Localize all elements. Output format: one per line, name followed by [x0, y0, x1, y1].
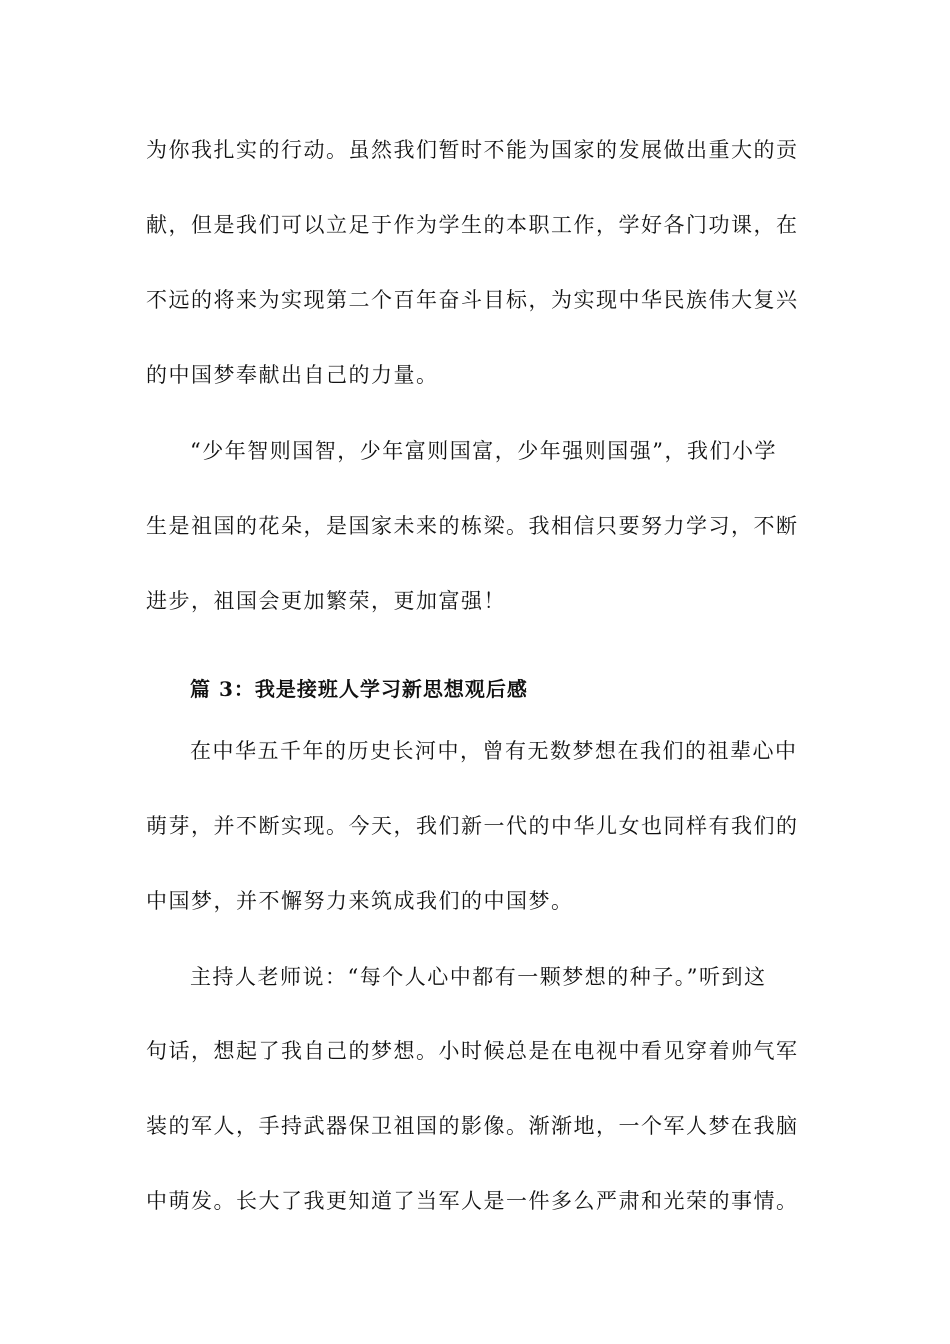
paragraph-line: 进步，祖国会更加繁荣，更加富强！ — [146, 589, 506, 613]
paragraph-line: 献，但是我们可以立足于作为学生的本职工作，学好各门功课，在 — [146, 213, 799, 237]
paragraph-line: 生是祖国的花朵，是国家未来的栋梁。我相信只要努力学习，不断 — [146, 514, 799, 538]
paragraph-line: 主持人老师说：“每个人心中都有一颗梦想的种子。”听到这 — [190, 965, 767, 989]
paragraph-line: 句话，想起了我自己的梦想。小时候总是在电视中看见穿着帅气军 — [146, 1039, 799, 1063]
paragraph-line: 为你我扎实的行动。虽然我们暂时不能为国家的发展做出重大的贡 — [146, 138, 799, 162]
paragraph-line: 装的军人，手持武器保卫祖国的影像。渐渐地，一个军人梦在我脑 — [146, 1114, 799, 1138]
paragraph-line: 在中华五千年的历史长河中，曾有无数梦想在我们的祖辈心中 — [190, 739, 798, 763]
paragraph-line: 中萌发。长大了我更知道了当军人是一件多么严肃和光荣的事情。 — [146, 1189, 799, 1213]
paragraph-line: 萌芽，并不断实现。今天，我们新一代的中华儿女也同样有我们的 — [146, 814, 799, 838]
paragraph-line: “少年智则国智，少年富则国富，少年强则国强”，我们小学 — [190, 439, 777, 463]
paragraph-line: 中国梦，并不懈努力来筑成我们的中国梦。 — [146, 889, 574, 913]
section-heading: 篇 3：我是接班人学习新思想观后感 — [190, 677, 528, 701]
paragraph-line: 的中国梦奉献出自己的力量。 — [146, 363, 439, 387]
paragraph-line: 不远的将来为实现第二个百年奋斗目标，为实现中华民族伟大复兴 — [146, 288, 799, 312]
